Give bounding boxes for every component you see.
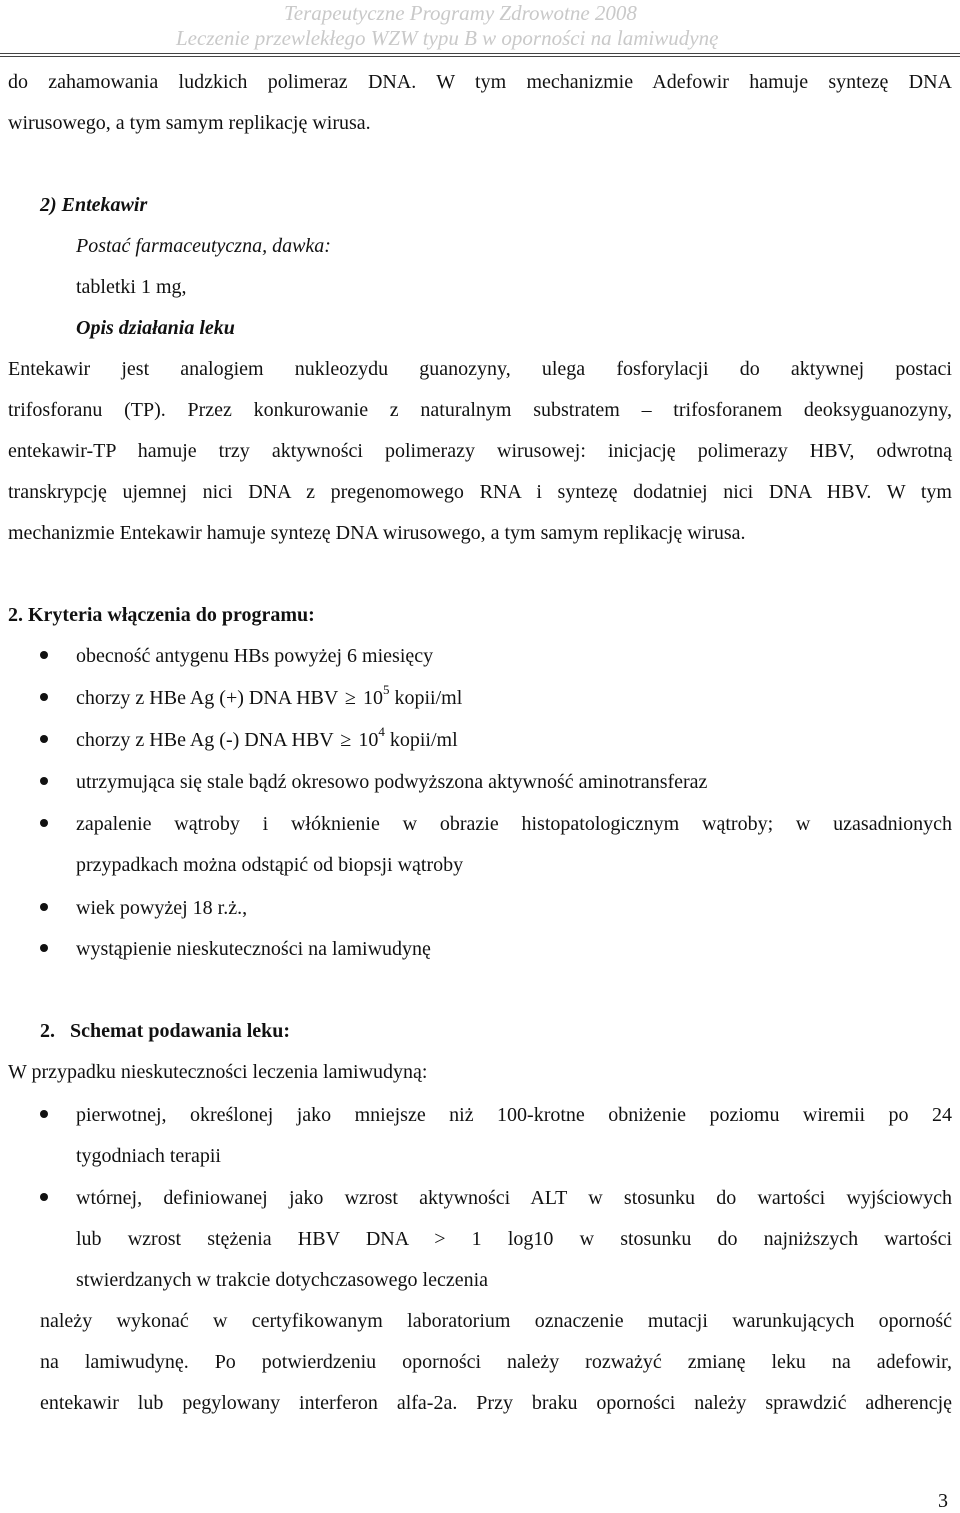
dosage-form-label: Postać farmaceutyczna, dawka: — [76, 235, 331, 257]
criterion-hbs: obecność antygenu HBs powyżej 6 miesięcy — [76, 645, 434, 667]
criterion-histo-line-2: przypadkach można odstąpić od biopsji wątroby — [76, 854, 464, 876]
criterion-hbe-negative-value: 10 — [358, 729, 379, 751]
scheme-intro: W przypadku nieskuteczności leczenia lamiwudyną: — [8, 1061, 428, 1083]
intro-line-2: wirusowego, a tym samym replikację wirusa. — [8, 112, 371, 134]
dosage-form-value: tabletki 1 mg, — [76, 276, 187, 298]
scheme-heading: 2. Schemat podawania leku: — [40, 1020, 291, 1042]
criterion-hbe-positive-value: 10 — [362, 687, 383, 709]
header-subtitle: Leczenie przewlekłego WZW typu B w oporności na lamiwudynę — [176, 26, 719, 50]
desc-line-5: mechanizmie Entekawir hamuje syntezę DNA wirusowego, a tym samym replikację wirusa. — [8, 522, 746, 544]
scheme-bullet1-line-2: tygodniach terapii — [76, 1145, 221, 1167]
drug-heading: 2) Entekawir — [40, 194, 148, 216]
criterion-hbe-positive-text: chorzy z HBe Ag (+) DNA HBV — [76, 687, 338, 709]
scheme-bullet2-line-1: wtórnej, definiowanej jako wzrost aktywności ALT w stosunku do wartości wyjściowych — [76, 1187, 952, 1209]
criterion-hbe-negative-exponent: 4 — [378, 724, 385, 740]
scheme-bullet2-line-2: lub wzrost stężenia HBV DNA > 1 log10 w stosunku do najniższych wartości — [76, 1228, 952, 1250]
desc-line-4: transkrypcję ujemnej nici DNA z pregenomowego RNA i syntezę dodatniej nici DNA HBV. W tym — [8, 481, 952, 503]
desc-line-3: entekawir-TP hamuje trzy aktywności polimerazy wirusowej: inicjację polimerazy HBV, odwrotną — [8, 440, 952, 462]
bullet-icon — [40, 819, 48, 827]
bullet-icon — [40, 1110, 48, 1118]
header-title: Terapeutyczne Programy Zdrowotne 2008 — [284, 1, 637, 25]
desc-line-1: Entekawir jest analogiem nukleozydu guanozyny, ulega fosforylacji do aktywnej postaci — [8, 358, 952, 380]
page-header — [0, 0, 960, 58]
bullet-icon — [40, 944, 48, 952]
scheme-bullet2-line-3: stwierdzanych w trakcie dotychczasowego leczenia — [76, 1269, 489, 1291]
bullet-icon — [40, 735, 48, 743]
greater-equal-icon: ≥ — [340, 729, 352, 751]
header-rule — [0, 53, 960, 57]
greater-equal-icon: ≥ — [344, 687, 356, 709]
desc-line-2: trifosforanu (TP). Przez konkurowanie z naturalnym substratem – trifosforanem deoksyguanozyny, — [8, 399, 952, 421]
action-heading: Opis działania leku — [76, 317, 235, 339]
scheme-after-line-3: entekawir lub pegylowany interferon alfa-2a. Przy braku oporności należy sprawdzić adherencję — [40, 1392, 952, 1414]
criterion-hbe-negative-text: chorzy z HBe Ag (-) DNA HBV — [76, 729, 334, 751]
bullet-icon — [40, 651, 48, 659]
bullet-icon — [40, 693, 48, 701]
bullet-icon — [40, 777, 48, 785]
scheme-after-line-2: na lamiwudynę. Po potwierdzeniu oporności należy rozważyć zmianę leku na adefowir, — [40, 1351, 952, 1373]
scheme-bullet1-line-1: pierwotnej, określonej jako mniejsze niż 100-krotne obniżenie poziomu wiremii po 24 — [76, 1104, 952, 1126]
criterion-hbe-negative — [76, 724, 458, 752]
scheme-after-line-1: należy wykonać w certyfikowanym laboratorium oznaczenie mutacji warunkujących oporność — [40, 1310, 952, 1332]
page-number: 3 — [938, 1490, 948, 1512]
criterion-resistance: wystąpienie nieskuteczności na lamiwudynę — [76, 938, 431, 960]
criteria-heading: 2. Kryteria włączenia do programu: — [8, 604, 315, 626]
criterion-alt: utrzymująca się stale bądź okresowo podwyższona aktywność aminotransferaz — [76, 771, 708, 793]
criterion-hbe-negative-unit: kopii/ml — [389, 729, 458, 751]
criterion-hbe-positive-exponent: 5 — [382, 682, 390, 698]
intro-line-1: do zahamowania ludzkich polimeraz DNA. W tym mechanizmie Adefowir hamuje syntezę DNA — [8, 71, 952, 93]
bullet-icon — [40, 1193, 48, 1201]
criterion-hbe-positive — [76, 682, 463, 710]
criterion-age: wiek powyżej 18 r.ż., — [76, 897, 248, 919]
criterion-histo-line-1: zapalenie wątroby i włóknienie w obrazie histopatologicznym wątroby; w uzasadnionych — [76, 813, 952, 835]
bullet-icon — [40, 903, 48, 911]
criterion-hbe-positive-unit: kopii/ml — [394, 687, 463, 709]
